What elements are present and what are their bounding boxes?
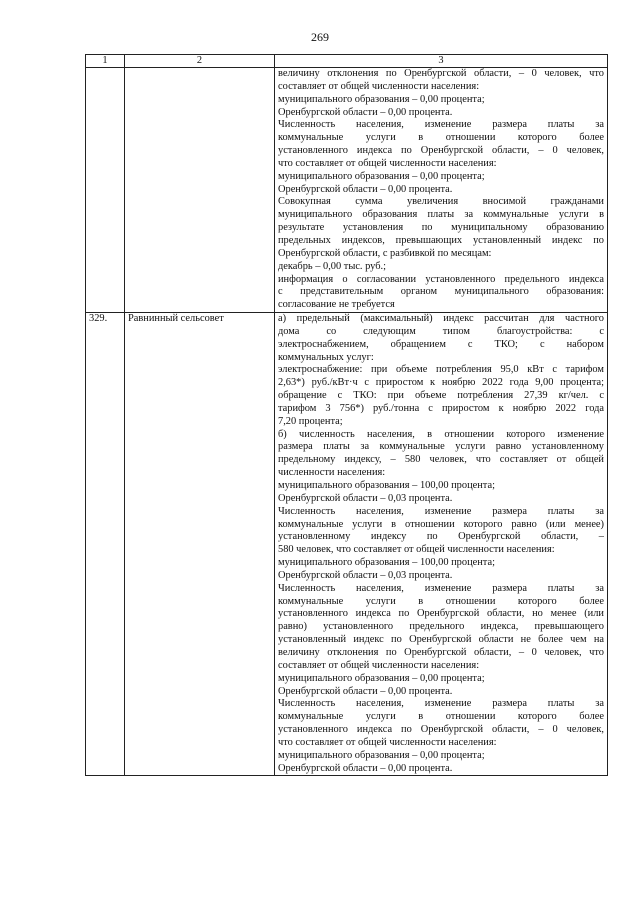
row-number: 329. — [86, 313, 125, 776]
document-table — [85, 54, 608, 776]
text-line: тарифом 3 756*) руб./тонна с приростом к ноябрю 2022 года — [278, 402, 604, 414]
text-line: численности населения: — [278, 467, 386, 479]
text-line: 7,20 процента; — [278, 415, 343, 427]
text-line: электроснабжение: при объеме потребления 95,0 кВт с тарифом — [278, 364, 604, 376]
text-line: установленный индекс по Оренбургской области не более чем на — [278, 634, 604, 646]
text-line: с представительным органом муниципального образования: — [278, 286, 604, 298]
column-header-2: 2 — [125, 55, 275, 68]
description-cell — [275, 68, 608, 313]
text-line: 580 человек, что составляет от общей численности населения: — [278, 544, 555, 556]
municipality-name: Равнинный сельсовет — [125, 313, 275, 776]
column-header-3: 3 — [275, 55, 608, 68]
text-line: Оренбургской области, с разбивкой по месяцам: — [278, 247, 492, 259]
table-row — [86, 68, 608, 313]
text-line: коммунальные услуги в отношении которого более — [278, 595, 604, 607]
text-line: что составляет от общей численности населения: — [278, 736, 497, 748]
description-cell — [275, 313, 608, 776]
text-line: составляет от общей численности населения: — [278, 80, 480, 92]
text-line: коммунальных услуг: — [278, 351, 374, 363]
text-line: Оренбургской области – 0,00 процента. — [278, 106, 453, 118]
text-line: коммунальные услуги в отношении которого более — [278, 711, 604, 723]
text-line: дома со следующим типом благоустройства: с — [278, 325, 604, 337]
text-line: коммунальные услуги в отношении которого более — [278, 132, 604, 144]
text-line: муниципального образования – 100,00 процента; — [278, 557, 495, 569]
text-line: установленного индекса по Оренбургской области, но менее (или — [278, 608, 604, 620]
text-line: величину отклонения по Оренбургской области, – 0 человек, что — [278, 68, 604, 79]
text-line: Оренбургской области – 0,03 процента. — [278, 569, 453, 581]
text-line: обращение с ТКО: при объеме потребления 27,39 кг/чел. с — [278, 390, 604, 402]
text-line: что составляет от общей численности населения: — [278, 157, 497, 169]
text-line: декабрь – 0,00 тыс. руб.; — [278, 260, 387, 272]
text-line: Совокупная сумма увеличения вносимой гражданами — [278, 196, 604, 208]
text-line: б) численность населения, в отношении которого изменение — [278, 428, 604, 440]
text-line: равно) установленного предельного индекса, превышающего — [278, 621, 604, 633]
text-line: коммунальные услуги в отношении которого равно (или менее) — [278, 518, 604, 530]
table-header-row — [86, 55, 608, 68]
text-line: муниципального образования – 100,00 процента; — [278, 480, 495, 491]
text-line: электроснабжением, обращением с ТКО; с набором — [278, 338, 604, 350]
column-header-1: 1 — [86, 55, 125, 68]
text-line: Оренбургской области – 0,03 процента. — [278, 492, 453, 504]
text-line: Численность населения, изменение размера платы за — [278, 582, 604, 594]
text-line: а) предельный (максимальный) индекс рассчитан для частного — [278, 313, 604, 325]
text-line: Численность населения, изменение размера платы за — [278, 119, 604, 131]
text-line: 2,63*) руб./кВт·ч с приростом к ноябрю 2022 года 9,00 процента; — [278, 377, 604, 389]
text-line: Оренбургской области – 0,00 процента. — [278, 762, 453, 774]
text-line: муниципального образования – 0,00 процента; — [278, 749, 485, 761]
text-line: предельных индексов, превышающих установленный индекс по — [278, 234, 604, 246]
text-line: согласование не требуется — [278, 299, 395, 311]
text-line: муниципального образования – 0,00 процента; — [278, 93, 485, 105]
text-line: Численность населения, изменение размера платы за — [278, 698, 604, 710]
text-line: муниципального образования платы за коммунальные услуги в — [278, 209, 604, 221]
row-number — [86, 68, 125, 313]
text-line: Оренбургской области – 0,00 процента. — [278, 183, 453, 195]
text-line: Оренбургской области – 0,00 процента. — [278, 685, 453, 697]
text-line: составляет от общей численности населения: — [278, 659, 480, 671]
text-line: размера платы за коммунальные услуги равно установленному — [278, 441, 604, 453]
page-number: 269 — [311, 30, 329, 44]
text-line: информация о согласовании установленного предельного индекса — [278, 273, 604, 285]
text-line: величину отклонения по Оренбургской области, – 0 человек, что — [278, 646, 604, 658]
municipality-name — [125, 68, 275, 313]
text-line: установленного индекса по Оренбургской области, – 0 человек, — [278, 145, 604, 157]
text-line: муниципального образования – 0,00 процента; — [278, 672, 485, 684]
text-line: предельному индексу, – 580 человек, что составляет от общей — [278, 454, 604, 466]
text-line: установленного индекса по Оренбургской области, – 0 человек, — [278, 724, 604, 736]
text-line: Численность населения, изменение размера платы за — [278, 505, 604, 517]
table-row — [86, 313, 608, 776]
text-line: результате установления по муниципальному образованию — [278, 222, 604, 234]
text-line: муниципального образования – 0,00 процента; — [278, 170, 485, 182]
text-line: установленному индексу по Оренбургской области, – — [278, 531, 604, 543]
